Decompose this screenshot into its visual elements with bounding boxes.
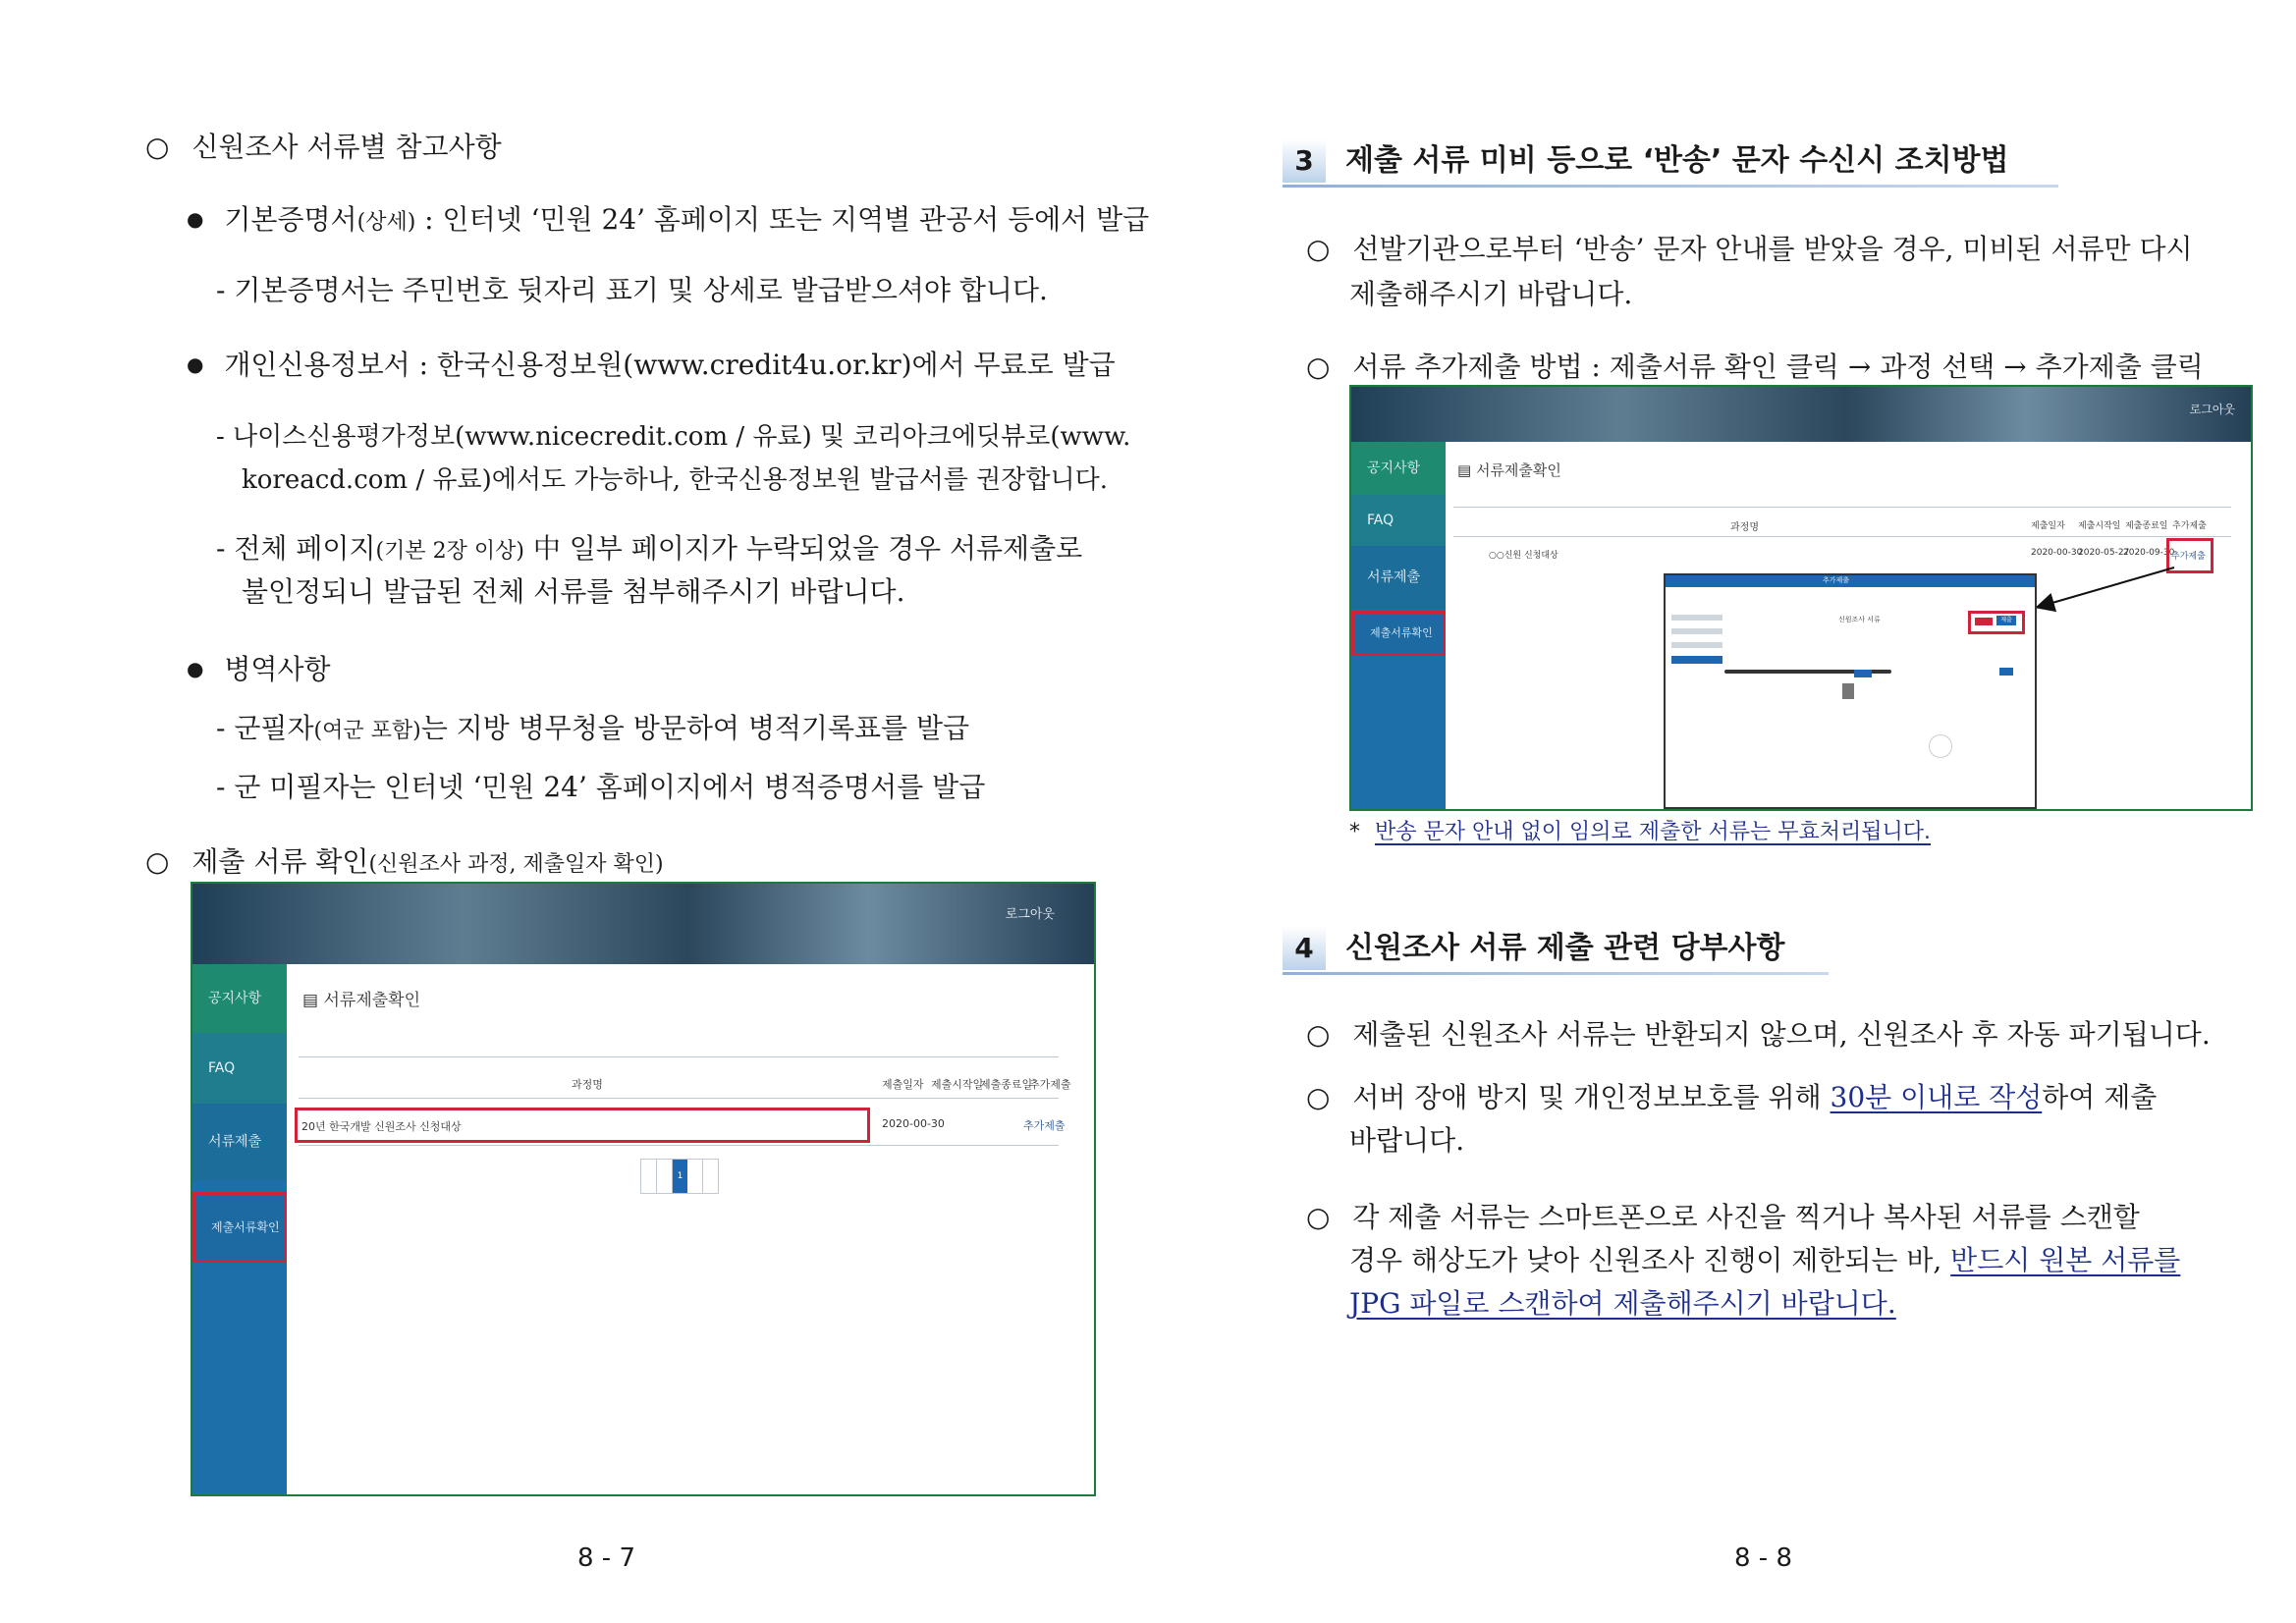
dialog-figure-icon (1842, 683, 1854, 699)
para4b: 바랍니다. (1349, 1124, 1465, 1157)
dialog-btn-red (1975, 618, 1993, 625)
heading4-title: 신원조사 서류 제출 관련 당부사항 (1345, 931, 1785, 965)
dialog-submit-button[interactable]: 제출 (1996, 616, 2016, 625)
heading3-number: 3 (1283, 139, 1326, 183)
item2-note1a: - 나이스신용평가정보(www.nicecredit.com / 유료) 및 코리아크에딧뷰로(www. (216, 422, 1131, 452)
shot-header (192, 884, 1094, 964)
para5c-underline: JPG 파일로 스캔하여 제출해주시기 바랍니다. (1349, 1287, 1896, 1320)
note-star: * (1349, 820, 1360, 844)
item1-rest: : 인터넷 ‘민원 24’ 홈페이지 또는 지역별 관공서 등에서 발급 (415, 203, 1150, 236)
sidebar-item-notice[interactable] (192, 964, 287, 1033)
dialog-submit-highlight[interactable] (1968, 611, 2025, 634)
dialog-side-selected (1671, 656, 1722, 664)
logout-label[interactable]: 로그아웃 (1005, 907, 1055, 922)
col-add: 추가제출 (1029, 1078, 1071, 1091)
circle-bullet-icon: ○ (1306, 351, 1331, 383)
item1-title: 기본증명서 (224, 203, 357, 236)
left-screenshot (191, 882, 1096, 1496)
heading3-title: 제출 서류 미비 등으로 ‘반송’ 문자 수신시 조치방법 (1345, 143, 2009, 178)
para3 (1306, 1013, 2211, 1053)
page-number: 8 - 7 (577, 1543, 635, 1573)
shot-title-text: 서류제출확인 (323, 991, 421, 1010)
page-next-icon[interactable] (687, 1160, 703, 1193)
item2-note1b: koreacd.com / 유료)에서도 가능하나, 한국신용정보원 발급서를 권장합니다. (242, 465, 1108, 495)
dialog-side-line (1671, 615, 1722, 621)
section2-heading (145, 840, 664, 880)
add-submit-dialog (1664, 573, 2037, 809)
para3-text: 제출된 신원조사 서류는 반환되지 않으며, 신원조사 후 자동 파기됩니다. (1352, 1018, 2211, 1051)
heading4-number: 4 (1283, 927, 1326, 970)
section1-heading (145, 126, 502, 165)
para4-pre: 서버 장애 방지 및 개인정보보호를 위해 (1352, 1081, 1831, 1113)
col-course: 과정명 (572, 1078, 603, 1091)
para5b-pre: 경우 해상도가 낮아 신원조사 진행이 제한되는 바, (1349, 1244, 1951, 1276)
col-end: 제출종료일 (980, 1078, 1033, 1091)
para1b: 제출해주시기 바랍니다. (1349, 278, 1633, 310)
row-date: 2020-00-30 (2031, 548, 2083, 558)
item2-note2b: 불인정되니 발급된 전체 서류를 첨부해주시기 바랍니다. (242, 575, 905, 608)
section2-title: 제출 서류 확인 (191, 845, 369, 878)
dot-bullet-icon: ● (187, 207, 204, 231)
para4-underline: 30분 이내로 작성 (1830, 1081, 2043, 1113)
row-add[interactable]: 추가제출 (1023, 1119, 1066, 1132)
para5c (1349, 1282, 1896, 1322)
item2 (187, 344, 1116, 383)
heading3-rule (1283, 185, 2058, 188)
sidebar-item-submit[interactable] (192, 1104, 287, 1180)
item3-note1-paren: (여군 포함) (313, 719, 421, 743)
right-screenshot (1349, 385, 2253, 811)
divider (299, 1056, 1059, 1057)
course-row-highlight[interactable] (295, 1108, 870, 1143)
dialog-side-line (1671, 628, 1722, 634)
sidebar-item-faq[interactable] (192, 1033, 287, 1104)
sidebar-label: 제출서류확인 (1370, 626, 1433, 639)
note (1349, 815, 1931, 845)
row-end: 2020-09-30 (2123, 548, 2175, 558)
dialog-titlebar (1666, 575, 2035, 587)
row-date: 2020-00-30 (882, 1117, 945, 1130)
dot-bullet-icon: ● (187, 352, 204, 376)
sidebar-label: FAQ (208, 1060, 236, 1076)
col-end: 제출종료일 (2125, 521, 2168, 531)
row-course: 20년 한국개발 신원조사 신청대상 (301, 1120, 462, 1133)
dialog-title: 추가제출 (1823, 576, 1850, 584)
col-add: 추가제출 (2172, 521, 2207, 531)
sidebar-item-check[interactable] (192, 1192, 287, 1263)
heading4-rule (1283, 972, 1829, 975)
para4-post: 하여 제출 (2042, 1081, 2158, 1113)
sidebar-label: 공지사항 (1367, 460, 1421, 476)
dot-bullet-icon: ● (187, 657, 204, 680)
item2-note2a-post: 中 일부 페이지가 누락되었을 경우 서류제출로 (523, 532, 1083, 565)
sidebar-label: FAQ (1367, 513, 1394, 528)
col-date: 제출일자 (882, 1078, 924, 1091)
dialog-btn-blue[interactable] (1854, 670, 1872, 677)
shot-title-text: 서류제출확인 (1475, 461, 1561, 479)
item3 (187, 648, 331, 687)
page-last-icon[interactable] (703, 1160, 718, 1193)
shot-title: ▤ 서류제출확인 (302, 991, 421, 1010)
item1-paren: (상세) (356, 210, 416, 235)
circle-bullet-icon: ○ (145, 131, 170, 163)
divider (299, 1145, 1059, 1146)
para2-text: 서류 추가제출 방법 : 제출서류 확인 클릭 → 과정 선택 → 추가제출 클릭 (1352, 351, 2204, 383)
item2-note2a (216, 527, 1082, 567)
dialog-sidebar (1671, 615, 1722, 674)
item3-title: 병역사항 (224, 653, 331, 685)
dialog-btn-blue[interactable] (1999, 668, 2013, 676)
page-number: 8 - 8 (1734, 1543, 1792, 1573)
page-current[interactable]: 1 (673, 1160, 687, 1193)
item2-note2a-paren: (기본 2장 이상) (375, 539, 524, 564)
item3-note2: - 군 미필자는 인터넷 ‘민원 24’ 홈페이지에서 병적증명서를 발급 (216, 771, 986, 803)
divider (299, 1098, 1059, 1099)
col-course: 과정명 (1730, 522, 1759, 533)
circle-bullet-icon: ○ (1306, 233, 1331, 265)
sidebar-label: 서류제출 (208, 1134, 262, 1150)
item1 (187, 198, 1149, 238)
item2-note2a-pre: - 전체 페이지 (216, 532, 376, 565)
row-start: 2020-05-27 (2078, 548, 2130, 558)
circle-bullet-icon: ○ (1306, 1081, 1331, 1113)
page-first-icon[interactable] (641, 1160, 657, 1193)
dialog-side-line (1671, 642, 1722, 648)
para1a (1306, 228, 2193, 267)
row-add: 추가제출 (2171, 552, 2206, 562)
page-prev-icon[interactable] (657, 1160, 673, 1193)
note-text: 반송 문자 안내 없이 임의로 제출한 서류는 무효처리됩니다. (1375, 820, 1931, 844)
col-start: 제출시작일 (2078, 521, 2121, 531)
circle-bullet-icon: ○ (145, 845, 170, 878)
shot-title: ▤ 서류제출확인 (1457, 461, 1561, 479)
shot-sidebar (192, 964, 287, 1494)
section1-title: 신원조사 서류별 참고사항 (191, 131, 502, 163)
item3-note1 (216, 707, 969, 746)
item3-note1-pre: - 군필자 (216, 712, 314, 744)
circle-bullet-icon: ○ (1306, 1201, 1331, 1233)
sidebar-label: 공지사항 (208, 991, 262, 1006)
item2-title: 개인신용정보서 : 한국신용정보원(www.credit4u.or.kr)에서 무료로 발급 (224, 349, 1116, 381)
para5b (1349, 1239, 2180, 1278)
item1-note: - 기본증명서는 주민번호 뒷자리 표기 및 상세로 발급받으셔야 합니다. (216, 274, 1048, 306)
col-start: 제출시작일 (931, 1078, 984, 1091)
para5b-underline: 반드시 원본 서류를 (1950, 1244, 2181, 1276)
pagination (640, 1159, 719, 1194)
sidebar-label: 서류제출 (1367, 569, 1421, 585)
sidebar-label: 제출서류확인 (211, 1220, 280, 1234)
para1a-text: 선발기관으로부터 ‘반송’ 문자 안내를 받았을 경우, 미비된 서류만 다시 (1352, 233, 2193, 265)
para4 (1306, 1076, 2157, 1115)
upload-circle-icon[interactable] (1929, 734, 1952, 758)
logout-label[interactable]: 로그아웃 (2189, 403, 2235, 416)
item3-note1-post: 는 지방 병무청을 방문하여 병적기록표를 발급 (420, 712, 970, 744)
para5a-text: 각 제출 서류는 스마트폰으로 사진을 찍거나 복사된 서류를 스캔할 (1352, 1201, 2140, 1233)
row-course: ○○신원 신청대상 (1489, 551, 1558, 561)
col-date: 제출일자 (2031, 521, 2065, 531)
para2 (1306, 346, 2204, 385)
dialog-upload-label: 신원조사 서류 (1838, 616, 1881, 623)
para5a (1306, 1196, 2140, 1235)
circle-bullet-icon: ○ (1306, 1018, 1331, 1051)
section2-paren: (신원조사 과정, 제출일자 확인) (368, 852, 664, 877)
